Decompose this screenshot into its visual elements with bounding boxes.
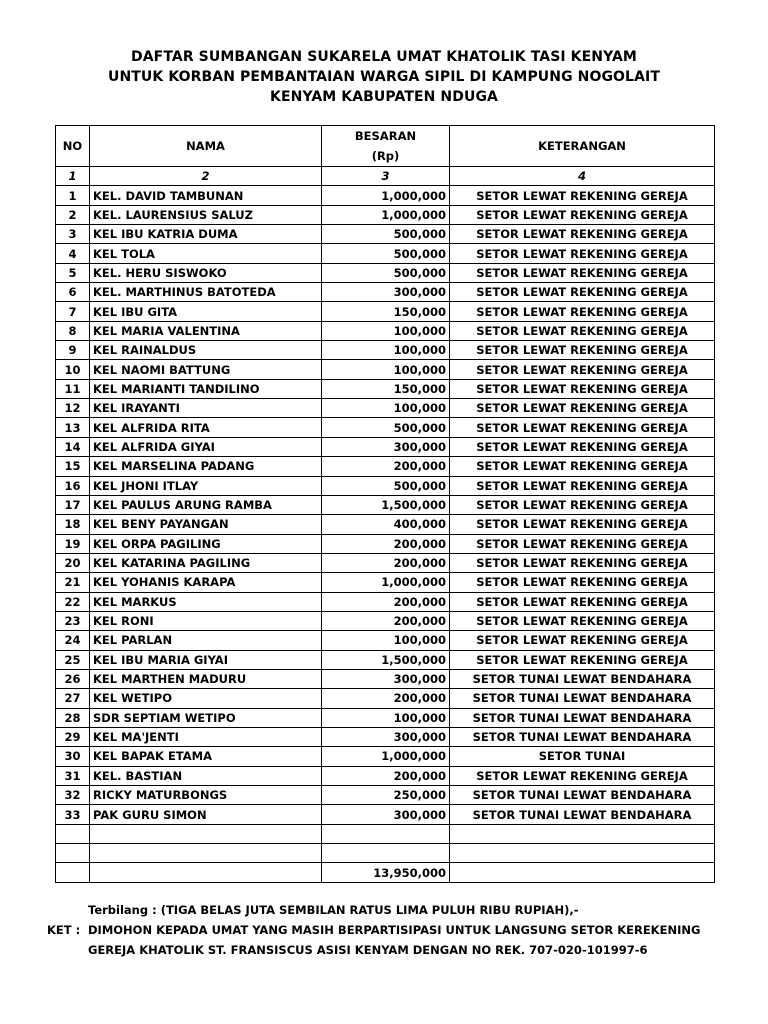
row-number: 1 [56, 186, 90, 205]
row-number: 23 [56, 611, 90, 630]
donation-amount: 500,000 [322, 476, 450, 495]
donor-name: KEL RONI [90, 611, 322, 630]
empty-cell [450, 863, 715, 882]
donor-name: KEL TOLA [90, 244, 322, 263]
table-row [56, 495, 715, 514]
table-row [56, 321, 715, 340]
header-nama: NAMA [90, 126, 322, 167]
index-cell: 2 [90, 167, 322, 186]
donor-name: KEL ALFRIDA RITA [90, 418, 322, 437]
donor-name: KEL. MARTHINUS BATOTEDA [90, 283, 322, 302]
footer-notes [47, 900, 701, 960]
donation-amount: 200,000 [322, 457, 450, 476]
donation-amount: 1,500,000 [322, 650, 450, 669]
document-title [0, 47, 768, 107]
total-amount: 13,950,000 [322, 863, 450, 882]
donor-name: KEL IBU MARIA GIYAI [90, 650, 322, 669]
donor-name: KEL IRAYANTI [90, 399, 322, 418]
row-number: 8 [56, 321, 90, 340]
row-number: 33 [56, 805, 90, 824]
row-number: 11 [56, 379, 90, 398]
donation-amount: 500,000 [322, 244, 450, 263]
donation-amount: 150,000 [322, 379, 450, 398]
donation-note: SETOR TUNAI [450, 747, 715, 766]
donor-name: KEL MARKUS [90, 592, 322, 611]
ket-text-1: DIMOHON KEPADA UMAT YANG MASIH BERPARTISIPASI UNTUK LANGSUNG SETOR KEREKENING [88, 923, 701, 937]
donation-note: SETOR LEWAT REKENING GEREJA [450, 263, 715, 282]
donation-amount: 300,000 [322, 805, 450, 824]
donation-amount: 300,000 [322, 283, 450, 302]
donation-note: SETOR LEWAT REKENING GEREJA [450, 225, 715, 244]
donation-amount: 200,000 [322, 592, 450, 611]
empty-row [56, 824, 715, 843]
donation-note: SETOR LEWAT REKENING GEREJA [450, 495, 715, 514]
donation-amount: 500,000 [322, 263, 450, 282]
empty-cell [90, 844, 322, 863]
donation-note: SETOR LEWAT REKENING GEREJA [450, 283, 715, 302]
donation-note: SETOR TUNAI LEWAT BENDAHARA [450, 708, 715, 727]
donation-note: SETOR TUNAI LEWAT BENDAHARA [450, 669, 715, 688]
row-number: 3 [56, 225, 90, 244]
donation-amount: 200,000 [322, 689, 450, 708]
donation-note: SETOR LEWAT REKENING GEREJA [450, 437, 715, 456]
donor-name: KEL. DAVID TAMBUNAN [90, 186, 322, 205]
donation-amount: 100,000 [322, 631, 450, 650]
table-row [56, 515, 715, 534]
table-header-row [56, 126, 715, 167]
row-number: 20 [56, 553, 90, 572]
row-number: 21 [56, 573, 90, 592]
empty-cell [450, 844, 715, 863]
row-number: 13 [56, 418, 90, 437]
donation-note: SETOR LEWAT REKENING GEREJA [450, 553, 715, 572]
table-row [56, 689, 715, 708]
table-row [56, 379, 715, 398]
row-number: 9 [56, 341, 90, 360]
donation-note: SETOR LEWAT REKENING GEREJA [450, 611, 715, 630]
table-row [56, 631, 715, 650]
table-row [56, 747, 715, 766]
table-row [56, 399, 715, 418]
donor-name: KEL IBU GITA [90, 302, 322, 321]
table-row [56, 244, 715, 263]
header-besaran [322, 126, 450, 167]
table-row [56, 225, 715, 244]
table-row [56, 205, 715, 224]
donor-name: KEL BENY PAYANGAN [90, 515, 322, 534]
donation-note: SETOR LEWAT REKENING GEREJA [450, 457, 715, 476]
row-number: 7 [56, 302, 90, 321]
donation-note: SETOR LEWAT REKENING GEREJA [450, 766, 715, 785]
donation-amount: 500,000 [322, 418, 450, 437]
donation-note: SETOR LEWAT REKENING GEREJA [450, 650, 715, 669]
row-number: 25 [56, 650, 90, 669]
donor-name: KEL MARTHEN MADURU [90, 669, 322, 688]
table-row [56, 727, 715, 746]
donor-name: KEL MARIANTI TANDILINO [90, 379, 322, 398]
donor-name: KEL. LAURENSIUS SALUZ [90, 205, 322, 224]
donor-name: KEL BAPAK ETAMA [90, 747, 322, 766]
row-number: 16 [56, 476, 90, 495]
donation-amount: 1,000,000 [322, 573, 450, 592]
donor-name: KEL NAOMI BATTUNG [90, 360, 322, 379]
donation-note: SETOR TUNAI LEWAT BENDAHARA [450, 689, 715, 708]
donation-amount: 100,000 [322, 341, 450, 360]
row-number: 12 [56, 399, 90, 418]
donation-amount: 100,000 [322, 321, 450, 340]
table-row [56, 553, 715, 572]
donor-name: PAK GURU SIMON [90, 805, 322, 824]
row-number: 30 [56, 747, 90, 766]
table-row [56, 437, 715, 456]
donation-table [55, 125, 715, 883]
table-row [56, 573, 715, 592]
donation-amount: 1,000,000 [322, 186, 450, 205]
title-line-1: DAFTAR SUMBANGAN SUKARELA UMAT KHATOLIK TASI KENYAM [131, 49, 637, 65]
row-number: 15 [56, 457, 90, 476]
donation-note: SETOR LEWAT REKENING GEREJA [450, 592, 715, 611]
table-row [56, 786, 715, 805]
donation-amount: 1,000,000 [322, 747, 450, 766]
table-row [56, 669, 715, 688]
donor-name: KEL JHONI ITLAY [90, 476, 322, 495]
row-number: 28 [56, 708, 90, 727]
table-row [56, 186, 715, 205]
table-row [56, 476, 715, 495]
row-number: 27 [56, 689, 90, 708]
ket-label: KET : [47, 923, 81, 937]
row-number: 10 [56, 360, 90, 379]
ket-line-1 [47, 920, 701, 940]
row-number: 6 [56, 283, 90, 302]
donation-amount: 1,500,000 [322, 495, 450, 514]
donation-amount: 200,000 [322, 611, 450, 630]
donor-name: KEL ORPA PAGILING [90, 534, 322, 553]
donation-note: SETOR LEWAT REKENING GEREJA [450, 186, 715, 205]
table-row [56, 360, 715, 379]
row-number: 32 [56, 786, 90, 805]
table-row [56, 283, 715, 302]
donation-note: SETOR LEWAT REKENING GEREJA [450, 573, 715, 592]
index-cell: 3 [322, 167, 450, 186]
table-row [56, 302, 715, 321]
donation-note: SETOR LEWAT REKENING GEREJA [450, 399, 715, 418]
donation-amount: 250,000 [322, 786, 450, 805]
donation-note: SETOR LEWAT REKENING GEREJA [450, 418, 715, 437]
empty-cell [322, 844, 450, 863]
donation-note: SETOR LEWAT REKENING GEREJA [450, 244, 715, 263]
donation-amount: 200,000 [322, 534, 450, 553]
donation-amount: 200,000 [322, 553, 450, 572]
table-row [56, 592, 715, 611]
donation-amount: 100,000 [322, 360, 450, 379]
table-row [56, 611, 715, 630]
header-besaran-line-1: BESARAN [354, 129, 417, 143]
donation-note: SETOR LEWAT REKENING GEREJA [450, 360, 715, 379]
donor-name: KEL RAINALDUS [90, 341, 322, 360]
empty-cell [56, 824, 90, 843]
donor-name: KEL MA'JENTI [90, 727, 322, 746]
donation-amount: 400,000 [322, 515, 450, 534]
empty-cell [56, 863, 90, 882]
row-number: 22 [56, 592, 90, 611]
donor-name: KEL YOHANIS KARAPA [90, 573, 322, 592]
donation-note: SETOR LEWAT REKENING GEREJA [450, 631, 715, 650]
row-number: 31 [56, 766, 90, 785]
donation-amount: 300,000 [322, 669, 450, 688]
row-number: 2 [56, 205, 90, 224]
donation-note: SETOR LEWAT REKENING GEREJA [450, 515, 715, 534]
column-index-row [56, 167, 715, 186]
donor-name: KEL MARSELINA PADANG [90, 457, 322, 476]
row-number: 24 [56, 631, 90, 650]
total-row [56, 863, 715, 882]
donation-amount: 150,000 [322, 302, 450, 321]
donor-name: KEL KATARINA PAGILING [90, 553, 322, 572]
donation-note: SETOR LEWAT REKENING GEREJA [450, 379, 715, 398]
title-line-3: KENYAM KABUPATEN NDUGA [270, 89, 498, 105]
title-line-2: UNTUK KORBAN PEMBANTAIAN WARGA SIPIL DI KAMPUNG NOGOLAIT [108, 69, 660, 85]
donor-name: KEL IBU KATRIA DUMA [90, 225, 322, 244]
donation-note: SETOR TUNAI LEWAT BENDAHARA [450, 786, 715, 805]
row-number: 18 [56, 515, 90, 534]
donation-note: SETOR LEWAT REKENING GEREJA [450, 302, 715, 321]
empty-row [56, 844, 715, 863]
row-number: 29 [56, 727, 90, 746]
donation-note: SETOR LEWAT REKENING GEREJA [450, 534, 715, 553]
donation-note: SETOR LEWAT REKENING GEREJA [450, 341, 715, 360]
donation-amount: 500,000 [322, 225, 450, 244]
empty-cell [322, 824, 450, 843]
empty-cell [90, 824, 322, 843]
donor-name: KEL WETIPO [90, 689, 322, 708]
donor-name: RICKY MATURBONGS [90, 786, 322, 805]
donor-name: KEL MARIA VALENTINA [90, 321, 322, 340]
empty-cell [56, 844, 90, 863]
row-number: 14 [56, 437, 90, 456]
donation-amount: 100,000 [322, 708, 450, 727]
donor-name: KEL. HERU SISWOKO [90, 263, 322, 282]
donation-note: SETOR TUNAI LEWAT BENDAHARA [450, 727, 715, 746]
donation-note: SETOR LEWAT REKENING GEREJA [450, 321, 715, 340]
table-row [56, 766, 715, 785]
table-row [56, 418, 715, 437]
donation-amount: 300,000 [322, 437, 450, 456]
donor-name: KEL ALFRIDA GIYAI [90, 437, 322, 456]
donation-note: SETOR LEWAT REKENING GEREJA [450, 205, 715, 224]
donor-name: KEL PAULUS ARUNG RAMBA [90, 495, 322, 514]
terbilang-text: Terbilang : (TIGA BELAS JUTA SEMBILAN RATUS LIMA PULUH RIBU RUPIAH),- [88, 903, 579, 917]
ket-text-2: GEREJA KHATOLIK ST. FRANSISCUS ASISI KENYAM DENGAN NO REK. 707-020-101997-6 [88, 943, 648, 957]
row-number: 19 [56, 534, 90, 553]
empty-cell [450, 824, 715, 843]
donation-amount: 300,000 [322, 727, 450, 746]
row-number: 5 [56, 263, 90, 282]
empty-cell [90, 863, 322, 882]
index-cell: 1 [56, 167, 90, 186]
donation-note: SETOR LEWAT REKENING GEREJA [450, 476, 715, 495]
table-row [56, 341, 715, 360]
donor-name: KEL PARLAN [90, 631, 322, 650]
index-cell: 4 [450, 167, 715, 186]
header-no: NO [56, 126, 90, 167]
header-keterangan: KETERANGAN [450, 126, 715, 167]
row-number: 26 [56, 669, 90, 688]
table-row [56, 457, 715, 476]
header-besaran-line-2: (Rp) [371, 149, 400, 163]
ket-line-2 [55, 940, 700, 960]
donor-name: SDR SEPTIAM WETIPO [90, 708, 322, 727]
table-row [56, 708, 715, 727]
donation-amount: 100,000 [322, 399, 450, 418]
table-row [56, 650, 715, 669]
row-number: 17 [56, 495, 90, 514]
table-row [56, 263, 715, 282]
donation-note: SETOR TUNAI LEWAT BENDAHARA [450, 805, 715, 824]
donor-name: KEL. BASTIAN [90, 766, 322, 785]
table-row [56, 805, 715, 824]
table-row [56, 534, 715, 553]
donation-amount: 200,000 [322, 766, 450, 785]
terbilang-line [55, 900, 700, 920]
row-number: 4 [56, 244, 90, 263]
donation-amount: 1,000,000 [322, 205, 450, 224]
